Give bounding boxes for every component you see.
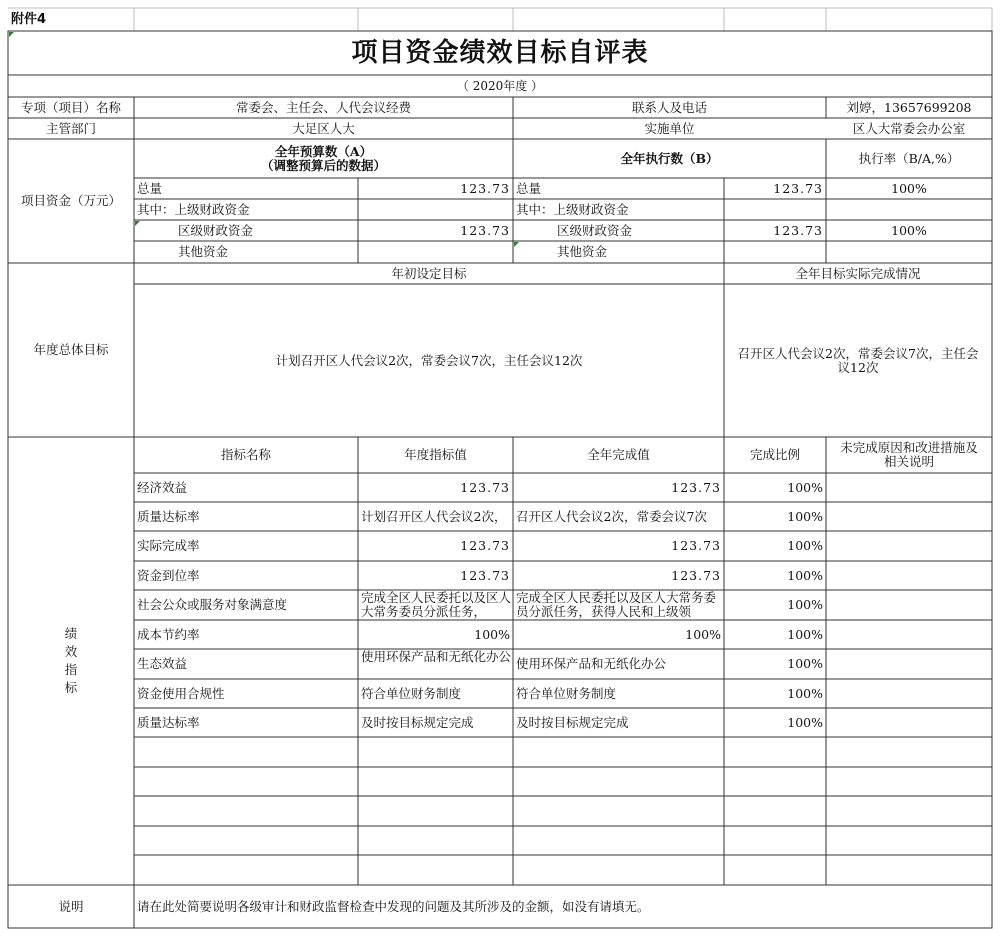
perf-row-name: 生态效益 <box>137 656 188 671</box>
impl-unit-value: 区人大常委会办公室 <box>852 120 966 136</box>
perf-row-target: 123.73 <box>460 538 510 553</box>
perf-row-target: 123.73 <box>460 567 510 583</box>
perf-row-ratio: 100% <box>787 538 823 553</box>
funds-row-other-label: 其他资金 <box>178 244 229 259</box>
funds-label: 项目资金（万元） <box>20 193 121 208</box>
perf-row-name: 社会公众或服务对象满意度 <box>137 597 288 612</box>
perf-header-target: 年度指标值 <box>404 447 467 462</box>
perf-row-target: 符合单位财务制度 <box>361 685 462 701</box>
perf-row-actual: 完成全区人民委托以及区人大常务委员分派任务，获得人民和上级领 <box>516 590 717 619</box>
exec-header: 全年执行数（B） <box>620 150 719 166</box>
goal-done-header: 全年目标实际完成情况 <box>795 265 921 281</box>
funds-row-upper-label: 其中：上级财政资金 <box>137 201 250 217</box>
annual-goal-label: 年度总体目标 <box>33 342 109 357</box>
funds-row-upper-rate <box>826 199 992 220</box>
perf-row-name: 经济效益 <box>137 479 188 495</box>
perf-row-target: 计划召开区人代会议2次， <box>361 508 507 524</box>
funds-row-other-exec <box>724 241 826 263</box>
perf-header-name: 指标名称 <box>220 447 271 462</box>
perf-row-actual: 123.73 <box>671 567 721 583</box>
perf-header-actual: 全年完成值 <box>587 447 650 462</box>
funds-row-upper-exec-label: 其中：上级财政资金 <box>516 201 629 217</box>
attachment-label: 附件4 <box>11 11 47 27</box>
perf-row-reason <box>826 590 992 620</box>
funds-row-district-budget: 123.73 <box>460 222 510 238</box>
perf-row-target: 完成全区人民委托以及区人大常务委员分派任务， <box>361 590 512 619</box>
perf-row-target: 使用环保产品和无纸化办公 <box>361 649 512 664</box>
perf-row-actual: 123.73 <box>671 538 721 553</box>
contact-label: 联系人及电话 <box>631 99 707 115</box>
project-name-value: 常委会、主任会、人代会议经费 <box>235 99 411 115</box>
perf-header-ratio: 完成比例 <box>749 447 800 462</box>
funds-row-other-budget <box>358 241 513 263</box>
perf-row-reason <box>826 531 992 561</box>
perf-row-actual: 使用环保产品和无纸化办公 <box>516 656 667 671</box>
impl-unit-label: 实施单位 <box>644 120 695 136</box>
perf-label <box>8 437 134 885</box>
perf-row-target: 及时按目标规定完成 <box>361 714 474 730</box>
perf-row-reason <box>826 679 992 708</box>
funds-row-other-exec-label: 其他资金 <box>557 244 608 259</box>
perf-row-ratio: 100% <box>787 567 823 583</box>
perf-row-ratio: 100% <box>787 508 823 524</box>
funds-row-upper-budget <box>358 199 513 220</box>
perf-row-actual: 符合单位财务制度 <box>516 685 617 701</box>
funds-row-district-label: 区级财政资金 <box>178 222 254 238</box>
funds-row-total-exec: 123.73 <box>773 180 823 196</box>
funds-row-total-rate: 100% <box>891 180 927 196</box>
perf-row-name: 实际完成率 <box>137 538 200 553</box>
perf-row-name: 质量达标率 <box>137 508 200 524</box>
project-name-label: 专项（项目）名称 <box>20 99 121 115</box>
perf-row-name: 质量达标率 <box>137 714 200 730</box>
dept-value: 大足区人大 <box>292 120 355 136</box>
perf-row-actual: 100% <box>685 626 721 642</box>
year-label: （ 2020年度 ） <box>456 79 544 93</box>
perf-row-reason <box>826 620 992 649</box>
perf-row-reason <box>826 502 992 531</box>
budget-header <box>134 139 513 178</box>
funds-row-total-exec-label: 总量 <box>516 180 542 196</box>
note-label: 说明 <box>58 898 84 914</box>
perf-row-ratio: 100% <box>787 714 823 730</box>
perf-header-reason: 未完成原因和改进措施及相关说明 <box>840 440 978 469</box>
perf-row-reason <box>826 708 992 737</box>
perf-row-actual: 123.73 <box>671 479 721 495</box>
funds-row-district-exec-label: 区级财政资金 <box>557 222 633 238</box>
perf-row-name: 资金使用合规性 <box>137 685 225 701</box>
budget-header-line2: （调整预算后的数据） <box>260 157 386 173</box>
perf-row-actual: 召开区人代会议2次，常委会议7次 <box>516 508 707 524</box>
funds-row-total-budget: 123.73 <box>460 180 510 196</box>
perf-row-actual: 及时按目标规定完成 <box>516 714 629 730</box>
funds-row-total-label: 总量 <box>137 180 163 196</box>
perf-row-reason <box>826 649 992 679</box>
note-text: 请在此处简要说明各级审计和财政监督检查中发现的问题及其所涉及的金额，如没有请填无。 <box>137 898 650 914</box>
perf-row-ratio: 100% <box>787 479 823 495</box>
funds-row-other-rate <box>826 241 992 263</box>
perf-row-target: 100% <box>474 626 510 642</box>
goal-done-text: 召开区人代会议2次，常委会议7次，主任会议12次 <box>737 345 979 375</box>
perf-row-ratio: 100% <box>787 597 823 612</box>
funds-row-upper-exec <box>724 199 826 220</box>
page-title: 项目资金绩效目标自评表 <box>351 38 649 68</box>
perf-row-ratio: 100% <box>787 685 823 701</box>
perf-row-ratio: 100% <box>787 626 823 642</box>
perf-row-name: 成本节约率 <box>137 626 200 642</box>
perf-label-text: 绩效指标 <box>64 626 78 695</box>
goal-set-header: 年初设定目标 <box>391 265 467 281</box>
budget-header-line1: 全年预算数（A） <box>274 143 373 159</box>
perf-row-ratio: 100% <box>787 656 823 671</box>
funds-row-district-exec: 123.73 <box>773 222 823 238</box>
perf-row-reason <box>826 561 992 590</box>
goal-set-text: 计划召开区人代会议2次，常委会议7次，主任会议12次 <box>275 352 583 368</box>
perf-row-target: 123.73 <box>460 479 510 495</box>
funds-row-district-rate: 100% <box>891 222 927 238</box>
perf-row-reason <box>826 473 992 502</box>
rate-header: 执行率（B/A,%） <box>858 150 960 166</box>
perf-row-name: 资金到位率 <box>137 567 200 583</box>
contact-value: 刘婷，13657699208 <box>846 99 972 115</box>
dept-label: 主管部门 <box>45 120 96 136</box>
